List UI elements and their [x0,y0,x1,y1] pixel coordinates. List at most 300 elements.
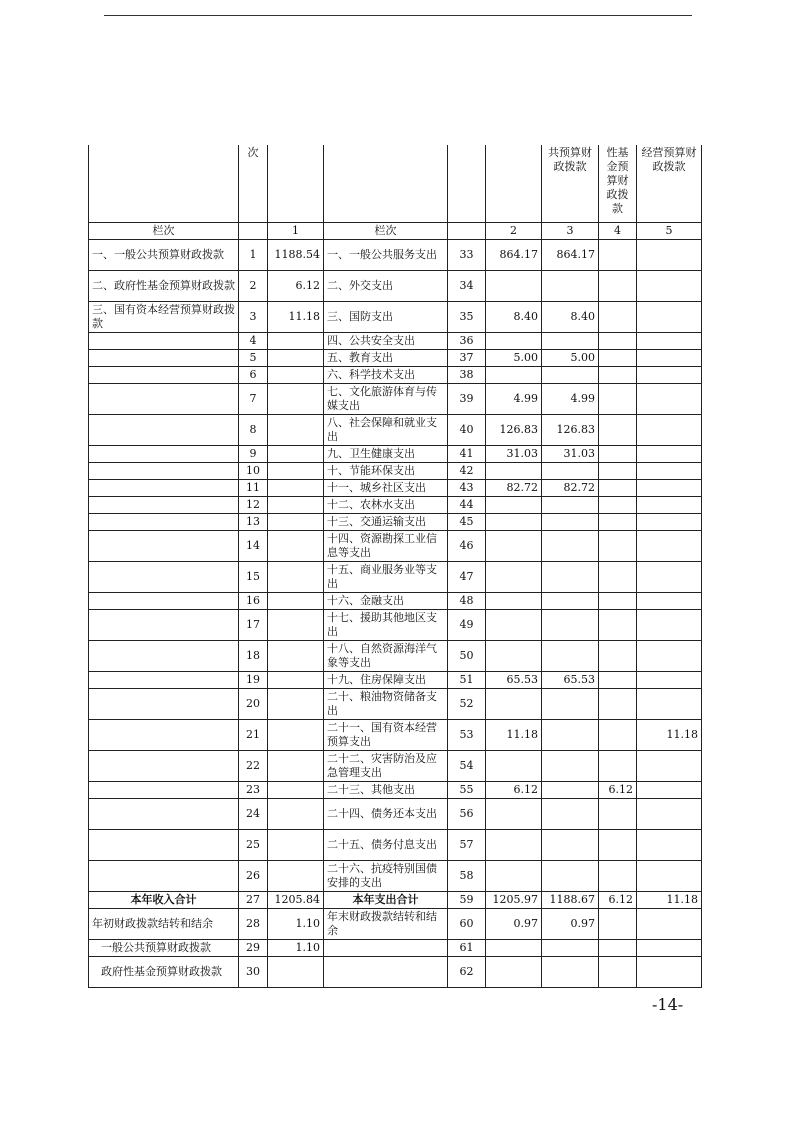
state-capital-cell [637,640,702,671]
income-item-cell [89,829,239,860]
table-row [89,349,702,366]
income-item-cell [89,640,239,671]
expense-line-no-cell: 44 [448,496,486,513]
gov-fund-cell [599,530,637,561]
general-budget-cell [542,640,599,671]
gov-fund-cell [599,496,637,513]
income-line-no-cell: 21 [239,719,268,750]
gov-fund-cell [599,860,637,891]
table-row [89,445,702,462]
expense-total-cell [486,829,542,860]
income-item-cell [89,798,239,829]
state-capital-cell [637,750,702,781]
state-capital-cell [637,688,702,719]
expense-line-no-cell: 61 [448,939,486,956]
expense-line-no-cell: 49 [448,609,486,640]
state-capital-cell [637,479,702,496]
state-capital-cell [637,366,702,383]
income-item-cell: 年初财政拨款结转和结余 [89,908,239,939]
expense-total-cell [486,462,542,479]
expense-line-no-cell: 60 [448,908,486,939]
expense-total-cell: 6.12 [486,781,542,798]
income-item-cell [89,609,239,640]
expense-item-cell: 二十二、灾害防治及应急管理支出 [324,750,448,781]
state-capital-cell [637,301,702,332]
income-item-cell [89,445,239,462]
expense-total-cell: 11.18 [486,719,542,750]
gov-fund-cell [599,671,637,688]
expense-line-no-cell: 62 [448,956,486,987]
general-budget-cell [542,592,599,609]
column-index-cell: 2 [486,222,542,239]
gov-fund-cell [599,332,637,349]
general-budget-cell [542,939,599,956]
income-item-cell: 二、政府性基金预算财政拨款 [89,270,239,301]
expense-line-no-cell: 40 [448,414,486,445]
income-item-cell [89,332,239,349]
column-index-cell: 栏次 [89,222,239,239]
income-line-no-cell: 24 [239,798,268,829]
expense-total-cell [486,860,542,891]
table-row [89,530,702,561]
general-budget-cell [542,860,599,891]
expense-line-no-cell: 42 [448,462,486,479]
expense-line-no-cell: 59 [448,891,486,908]
column-index-cell [239,222,268,239]
expense-total-cell: 65.53 [486,671,542,688]
table-row [89,829,702,860]
state-capital-cell [637,671,702,688]
income-item-cell [89,719,239,750]
state-capital-cell [637,349,702,366]
expense-item-cell: 二十三、其他支出 [324,781,448,798]
general-budget-cell: 0.97 [542,908,599,939]
income-amount-cell [268,530,324,561]
gov-fund-cell [599,414,637,445]
general-budget-cell [542,609,599,640]
income-line-no-cell: 26 [239,860,268,891]
income-item-cell [89,592,239,609]
expense-total-cell [486,750,542,781]
income-amount-cell [268,513,324,530]
gov-fund-cell [599,561,637,592]
general-budget-cell [542,513,599,530]
income-amount-cell [268,592,324,609]
income-item-cell [89,530,239,561]
expense-line-no-cell: 58 [448,860,486,891]
income-line-no-cell: 3 [239,301,268,332]
expense-total-cell: 5.00 [486,349,542,366]
table-row [89,939,702,956]
expense-total-cell: 0.97 [486,908,542,939]
income-item-cell [89,496,239,513]
header-rule [104,15,692,16]
income-line-no-cell: 29 [239,939,268,956]
table-row [89,270,702,301]
column-index-cell [448,222,486,239]
expense-total-cell [486,496,542,513]
income-item-cell [89,414,239,445]
gov-fund-cell: 6.12 [599,781,637,798]
gov-fund-cell [599,939,637,956]
income-amount-cell [268,445,324,462]
gov-fund-cell: 6.12 [599,891,637,908]
income-amount-cell [268,798,324,829]
expense-line-no-cell: 38 [448,366,486,383]
expense-item-cell: 十二、农林水支出 [324,496,448,513]
column-index-cell: 5 [637,222,702,239]
income-line-no-cell: 2 [239,270,268,301]
header-cell [268,145,324,222]
general-budget-cell: 82.72 [542,479,599,496]
header-cell [486,145,542,222]
expense-total-cell [486,530,542,561]
column-index-cell: 4 [599,222,637,239]
expense-item-cell: 十、节能环保支出 [324,462,448,479]
expense-item-cell: 二十五、债务付息支出 [324,829,448,860]
income-line-no-cell: 12 [239,496,268,513]
expense-total-cell [486,640,542,671]
general-budget-cell [542,530,599,561]
expense-total-cell [486,513,542,530]
income-item-cell [89,561,239,592]
income-item-cell [89,860,239,891]
income-line-no-cell: 11 [239,479,268,496]
expense-item-cell [324,956,448,987]
state-capital-cell [637,829,702,860]
expense-total-cell [486,366,542,383]
expense-item-cell: 五、教育支出 [324,349,448,366]
income-item-cell: 一、一般公共预算财政拨款 [89,239,239,270]
expense-item-cell: 十一、城乡社区支出 [324,479,448,496]
expense-item-cell: 十九、住房保障支出 [324,671,448,688]
state-capital-cell [637,462,702,479]
expense-item-cell: 十三、交通运输支出 [324,513,448,530]
table-row [89,781,702,798]
state-capital-cell [637,513,702,530]
expense-line-no-cell: 39 [448,383,486,414]
expense-line-no-cell: 33 [448,239,486,270]
table-row [89,908,702,939]
expense-line-no-cell: 55 [448,781,486,798]
state-capital-cell [637,939,702,956]
income-amount-cell [268,496,324,513]
income-amount-cell: 11.18 [268,301,324,332]
gov-fund-cell [599,592,637,609]
expense-item-cell: 七、文化旅游体育与传媒支出 [324,383,448,414]
income-amount-cell [268,462,324,479]
gov-fund-cell [599,270,637,301]
general-budget-cell [542,332,599,349]
income-line-no-cell: 16 [239,592,268,609]
expense-item-cell [324,939,448,956]
expense-line-no-cell: 53 [448,719,486,750]
expense-total-cell: 126.83 [486,414,542,445]
header-cell [89,145,239,222]
income-line-no-cell: 15 [239,561,268,592]
gov-fund-cell [599,688,637,719]
table-row [89,860,702,891]
state-capital-cell [637,956,702,987]
general-budget-cell: 126.83 [542,414,599,445]
income-item-cell [89,750,239,781]
expense-line-no-cell: 34 [448,270,486,301]
general-budget-cell [542,462,599,479]
table-row [89,462,702,479]
income-line-no-cell: 23 [239,781,268,798]
expense-total-cell: 82.72 [486,479,542,496]
table-row [89,719,702,750]
table-row [89,609,702,640]
state-capital-cell [637,414,702,445]
expense-line-no-cell: 48 [448,592,486,609]
income-amount-cell [268,750,324,781]
expense-item-cell: 二、外交支出 [324,270,448,301]
income-amount-cell: 1188.54 [268,239,324,270]
income-amount-cell [268,829,324,860]
income-amount-cell [268,383,324,414]
expense-item-cell: 本年支出合计 [324,891,448,908]
general-budget-cell [542,750,599,781]
expense-item-cell: 六、科学技术支出 [324,366,448,383]
table-row [89,891,702,908]
expense-line-no-cell: 41 [448,445,486,462]
expense-item-cell: 一、一般公共服务支出 [324,239,448,270]
income-item-cell [89,349,239,366]
income-line-no-cell: 30 [239,956,268,987]
table-row [89,383,702,414]
gov-fund-cell [599,609,637,640]
income-amount-cell [268,671,324,688]
income-item-cell [89,781,239,798]
expense-line-no-cell: 35 [448,301,486,332]
income-line-no-cell: 8 [239,414,268,445]
income-amount-cell [268,719,324,750]
general-budget-cell: 65.53 [542,671,599,688]
expense-total-cell: 1205.97 [486,891,542,908]
gov-fund-cell [599,462,637,479]
column-index-row [89,222,702,239]
expense-line-no-cell: 47 [448,561,486,592]
state-capital-cell [637,781,702,798]
general-budget-cell [542,798,599,829]
general-budget-cell [542,956,599,987]
expense-total-cell [486,939,542,956]
table-row [89,688,702,719]
income-item-cell [89,383,239,414]
header-cell: 性基金预算财政拨款 [599,145,637,222]
header-cell: 经营预算财政拨款 [637,145,702,222]
table-row [89,671,702,688]
table-row [89,750,702,781]
state-capital-cell [637,270,702,301]
header-cell [448,145,486,222]
table-row [89,592,702,609]
general-budget-cell [542,781,599,798]
income-item-cell [89,671,239,688]
expense-item-cell: 八、社会保障和就业支出 [324,414,448,445]
income-amount-cell [268,349,324,366]
income-amount-cell [268,781,324,798]
income-line-no-cell: 25 [239,829,268,860]
income-item-cell [89,366,239,383]
state-capital-cell [637,530,702,561]
expense-total-cell: 8.40 [486,301,542,332]
table-row [89,332,702,349]
state-capital-cell [637,383,702,414]
expense-total-cell [486,956,542,987]
income-amount-cell: 1205.84 [268,891,324,908]
expense-line-no-cell: 52 [448,688,486,719]
gov-fund-cell [599,445,637,462]
income-line-no-cell: 10 [239,462,268,479]
table-row [89,414,702,445]
expense-item-cell: 二十四、债务还本支出 [324,798,448,829]
income-line-no-cell: 18 [239,640,268,671]
header-row [89,145,702,222]
expense-total-cell [486,609,542,640]
expense-item-cell: 二十一、国有资本经营预算支出 [324,719,448,750]
state-capital-cell: 11.18 [637,891,702,908]
state-capital-cell [637,908,702,939]
expense-total-cell [486,688,542,719]
budget-table [88,145,702,988]
expense-item-cell: 二十、粮油物资储备支出 [324,688,448,719]
income-item-cell: 政府性基金预算财政拨款 [89,956,239,987]
income-line-no-cell: 5 [239,349,268,366]
expense-item-cell: 十五、商业服务业等支出 [324,561,448,592]
gov-fund-cell [599,750,637,781]
table-row [89,798,702,829]
expense-line-no-cell: 51 [448,671,486,688]
expense-item-cell: 十八、自然资源海洋气象等支出 [324,640,448,671]
table-row [89,640,702,671]
income-line-no-cell: 22 [239,750,268,781]
table-row [89,239,702,270]
income-line-no-cell: 4 [239,332,268,349]
expense-item-cell: 四、公共安全支出 [324,332,448,349]
income-line-no-cell: 17 [239,609,268,640]
income-item-cell: 本年收入合计 [89,891,239,908]
header-cell: 共预算财政拨款 [542,145,599,222]
expense-line-no-cell: 43 [448,479,486,496]
general-budget-cell: 8.40 [542,301,599,332]
income-amount-cell [268,688,324,719]
expense-line-no-cell: 56 [448,798,486,829]
state-capital-cell [637,445,702,462]
gov-fund-cell [599,829,637,860]
general-budget-cell [542,561,599,592]
income-line-no-cell: 20 [239,688,268,719]
expense-item-cell: 二十六、抗疫特别国债安排的支出 [324,860,448,891]
expense-item-cell: 十四、资源勘探工业信息等支出 [324,530,448,561]
general-budget-cell [542,688,599,719]
table-row [89,561,702,592]
expense-line-no-cell: 36 [448,332,486,349]
income-amount-cell [268,640,324,671]
income-line-no-cell: 27 [239,891,268,908]
income-line-no-cell: 19 [239,671,268,688]
column-index-cell: 3 [542,222,599,239]
gov-fund-cell [599,239,637,270]
gov-fund-cell [599,383,637,414]
column-index-cell: 1 [268,222,324,239]
gov-fund-cell [599,301,637,332]
expense-line-no-cell: 46 [448,530,486,561]
gov-fund-cell [599,956,637,987]
gov-fund-cell [599,479,637,496]
expense-total-cell [486,270,542,301]
income-item-cell [89,513,239,530]
general-budget-cell [542,270,599,301]
income-amount-cell [268,479,324,496]
gov-fund-cell [599,513,637,530]
gov-fund-cell [599,719,637,750]
expense-item-cell: 十七、援助其他地区支出 [324,609,448,640]
income-amount-cell [268,366,324,383]
table-row [89,513,702,530]
state-capital-cell [637,332,702,349]
general-budget-cell: 5.00 [542,349,599,366]
expense-total-cell: 4.99 [486,383,542,414]
expense-total-cell [486,798,542,829]
state-capital-cell [637,239,702,270]
state-capital-cell [637,609,702,640]
income-line-no-cell: 14 [239,530,268,561]
state-capital-cell [637,592,702,609]
gov-fund-cell [599,640,637,671]
gov-fund-cell [599,798,637,829]
income-item-cell: 三、国有资本经营预算财政拨款 [89,301,239,332]
state-capital-cell [637,496,702,513]
expense-total-cell [486,332,542,349]
general-budget-cell: 31.03 [542,445,599,462]
header-cell [324,145,448,222]
income-line-no-cell: 1 [239,239,268,270]
income-amount-cell [268,414,324,445]
table-row [89,956,702,987]
income-amount-cell: 6.12 [268,270,324,301]
expense-total-cell: 864.17 [486,239,542,270]
state-capital-cell [637,860,702,891]
general-budget-cell: 864.17 [542,239,599,270]
income-line-no-cell: 6 [239,366,268,383]
table-row [89,496,702,513]
income-amount-cell [268,956,324,987]
income-line-no-cell: 28 [239,908,268,939]
general-budget-cell: 4.99 [542,383,599,414]
expense-line-no-cell: 45 [448,513,486,530]
table-row [89,366,702,383]
expense-total-cell [486,561,542,592]
expense-item-cell: 年末财政拨款结转和结余 [324,908,448,939]
page-number: -14- [652,995,684,1014]
income-amount-cell [268,609,324,640]
general-budget-cell [542,719,599,750]
income-line-no-cell: 13 [239,513,268,530]
expense-line-no-cell: 50 [448,640,486,671]
general-budget-cell [542,829,599,860]
state-capital-cell [637,798,702,829]
expense-item-cell: 九、卫生健康支出 [324,445,448,462]
general-budget-cell [542,366,599,383]
income-amount-cell: 1.10 [268,939,324,956]
gov-fund-cell [599,366,637,383]
general-budget-cell [542,496,599,513]
income-item-cell [89,688,239,719]
income-item-cell [89,462,239,479]
gov-fund-cell [599,908,637,939]
